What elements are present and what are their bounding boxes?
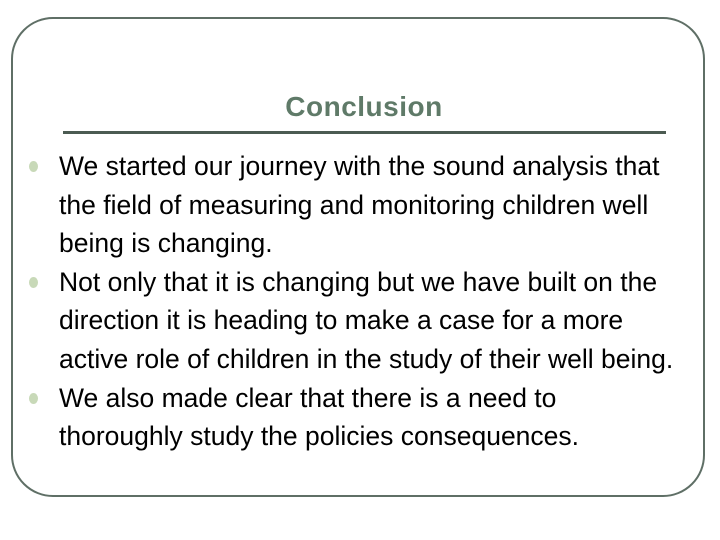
bullet-text: We started our journey with the sound analysis that the field of measuring and monitoring children well being is changing.	[59, 151, 660, 259]
bullet-item	[25, 379, 685, 456]
slide-title: Conclusion	[285, 91, 443, 122]
bullet-dot-icon	[29, 393, 38, 404]
bullet-dot-icon	[29, 161, 38, 172]
bullet-text: We also made clear that there is a need to thoroughly study the policies consequences.	[59, 382, 580, 452]
bullet-list	[25, 147, 685, 456]
bullet-text: Not only that it is changing but we have built on the direction it is heading to make a case for a more active role of children in the study of their well being.	[59, 266, 674, 374]
bullet-dot-icon	[29, 277, 38, 288]
bullet-item	[25, 263, 685, 379]
title-underline	[63, 131, 666, 134]
bullet-item	[25, 147, 685, 263]
